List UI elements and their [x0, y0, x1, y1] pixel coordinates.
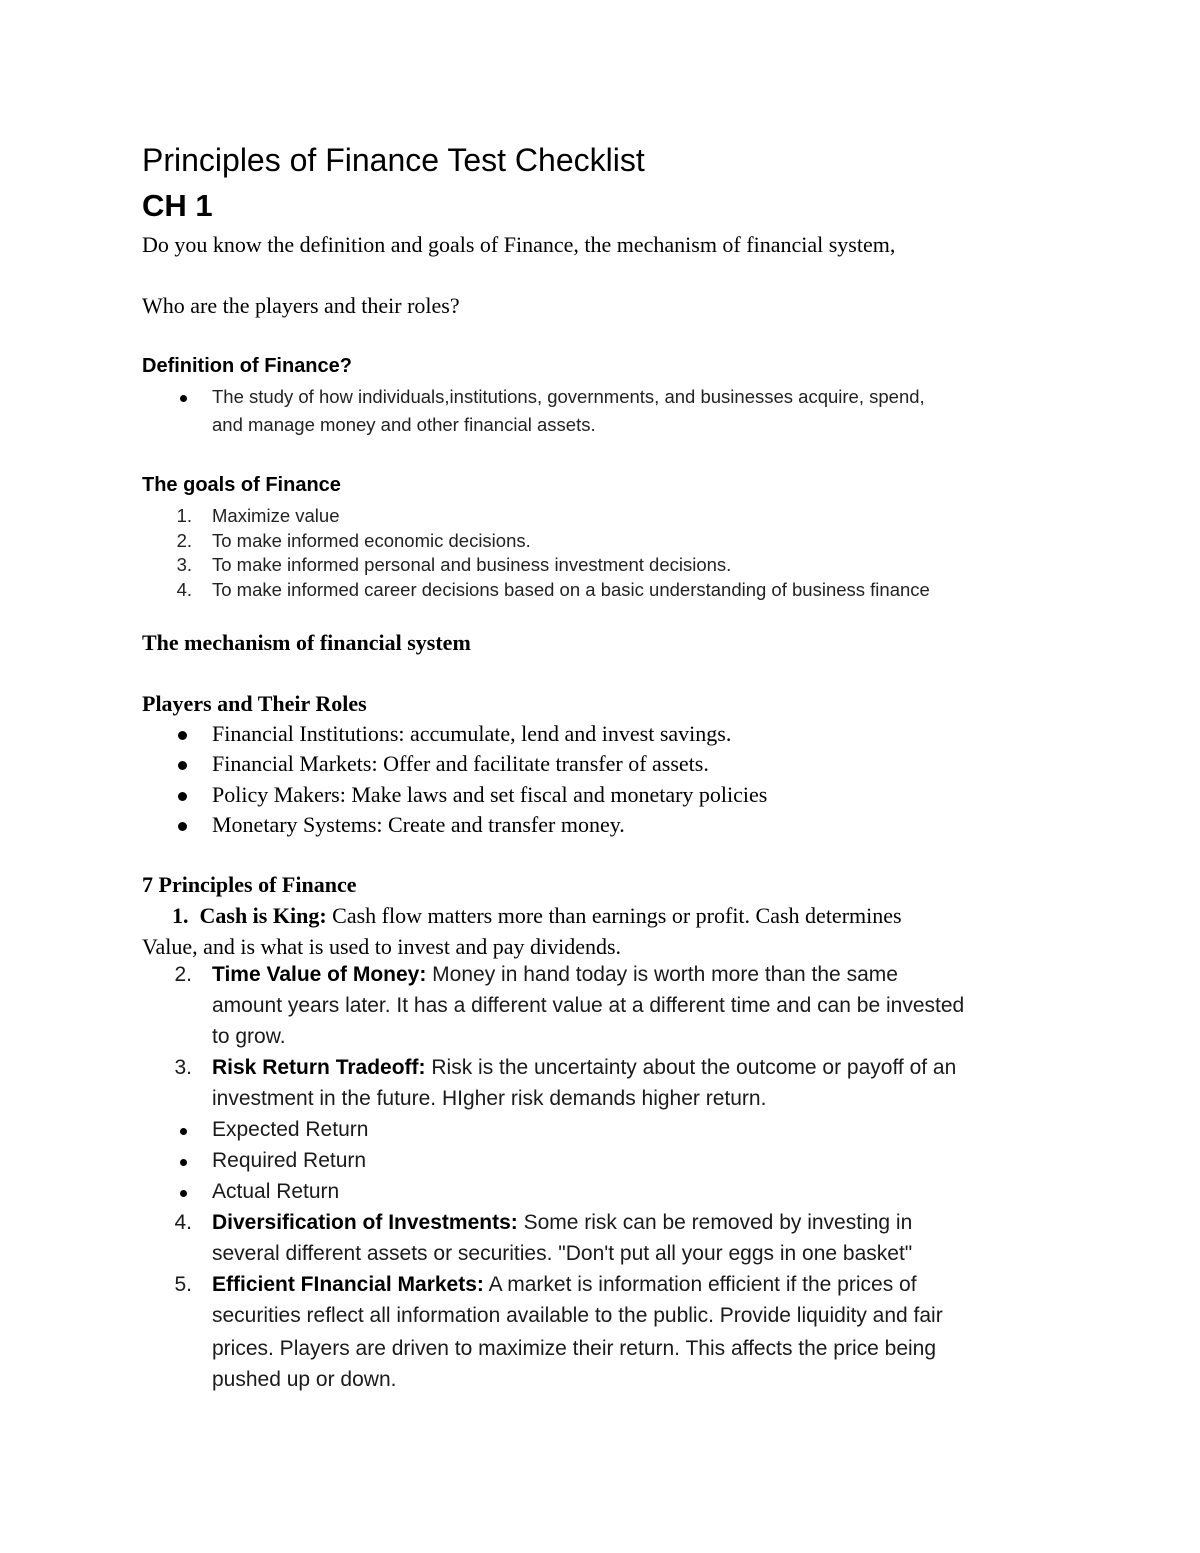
principle-text: Some risk can be removed by investing in	[517, 1211, 913, 1234]
definition-text-line1: The study of how individuals,institutions, governments, and businesses acquire, spend,	[212, 386, 925, 407]
principle-2-line2: amount years later. It has a different value at a different time and can be invested	[212, 994, 965, 1017]
chapter-heading: CH 1	[142, 188, 213, 223]
bullet-icon	[180, 395, 187, 402]
return-item: Actual Return	[212, 1180, 340, 1203]
principle-5-line3: prices. Players are driven to maximize their return. This affects the price being	[212, 1337, 937, 1360]
goals-heading: The goals of Finance	[142, 474, 341, 496]
player-item: Monetary Systems: Create and transfer money.	[212, 812, 625, 837]
goal-number: 2.	[176, 530, 192, 551]
principle-term: Risk Return Tradeoff:	[212, 1056, 426, 1079]
principle-number: 3.	[174, 1056, 192, 1079]
principle-number: 4.	[174, 1211, 192, 1234]
bullet-icon	[180, 1190, 187, 1197]
principle-term: Diversification of Investments:	[212, 1211, 518, 1234]
definition-heading: Definition of Finance?	[142, 355, 352, 377]
player-item: Financial Markets: Offer and facilitate transfer of assets.	[212, 751, 709, 776]
principle-text: Risk is the uncertainty about the outcome or payoff of an	[425, 1056, 957, 1079]
principle-3-line1	[212, 1056, 956, 1080]
goal-number: 4.	[176, 579, 192, 600]
return-item: Required Return	[212, 1149, 367, 1172]
principle-1-line1	[172, 903, 902, 929]
goal-number: 3.	[176, 554, 192, 575]
principle-text: Money in hand today is worth more than the same	[426, 963, 898, 986]
principle-3-line2: investment in the future. HIgher risk demands higher return.	[212, 1087, 767, 1110]
definition-text-line2: and manage money and other financial assets.	[212, 414, 596, 435]
principle-4-line2: several different assets or securities. "Don't put all your eggs in one basket"	[212, 1242, 913, 1265]
principle-term: Cash is King:	[199, 903, 327, 928]
player-item: Financial Institutions: accumulate, lend and invest savings.	[212, 721, 732, 746]
principle-4-line1	[212, 1211, 912, 1235]
bullet-icon	[180, 1159, 187, 1166]
bullet-icon	[180, 1128, 187, 1135]
principle-term: Efficient FInancial Markets:	[212, 1273, 484, 1296]
mechanism-heading: The mechanism of financial system	[142, 630, 471, 655]
principle-2-line1	[212, 963, 898, 987]
goal-item: To make informed economic decisions.	[212, 530, 531, 551]
bullet-icon	[178, 822, 187, 831]
principles-heading: 7 Principles of Finance	[142, 872, 357, 897]
goal-item: To make informed career decisions based on a basic understanding of business finance	[212, 579, 930, 600]
principle-text: A market is information efficient if the prices of	[483, 1273, 917, 1296]
principle-number: 1.	[172, 903, 189, 928]
principle-number: 5.	[174, 1273, 192, 1296]
players-heading: Players and Their Roles	[142, 691, 367, 716]
principle-term: Time Value of Money:	[212, 963, 427, 986]
return-item: Expected Return	[212, 1118, 369, 1141]
bullet-icon	[178, 731, 187, 740]
principle-5-line1	[212, 1273, 917, 1297]
goal-item: Maximize value	[212, 505, 340, 526]
principle-text: Cash flow matters more than earnings or profit. Cash determines	[326, 903, 902, 928]
principle-2-line3: to grow.	[212, 1025, 286, 1048]
document-title: Principles of Finance Test Checklist	[142, 142, 645, 178]
principle-5-line4: pushed up or down.	[212, 1368, 397, 1391]
bullet-icon	[178, 761, 187, 770]
goal-item: To make informed personal and business investment decisions.	[212, 554, 732, 575]
principle-1-line2: Value, and is what is used to invest and pay dividends.	[142, 934, 622, 959]
principle-number: 2.	[174, 963, 192, 986]
principle-5-line2: securities reflect all information available to the public. Provide liquidity and fair	[212, 1304, 943, 1327]
bullet-icon	[178, 792, 187, 801]
goal-number: 1.	[176, 505, 192, 526]
question-2: Who are the players and their roles?	[142, 293, 460, 318]
player-item: Policy Makers: Make laws and set fiscal and monetary policies	[212, 782, 768, 807]
question-1: Do you know the definition and goals of Finance, the mechanism of financial system,	[142, 232, 896, 257]
